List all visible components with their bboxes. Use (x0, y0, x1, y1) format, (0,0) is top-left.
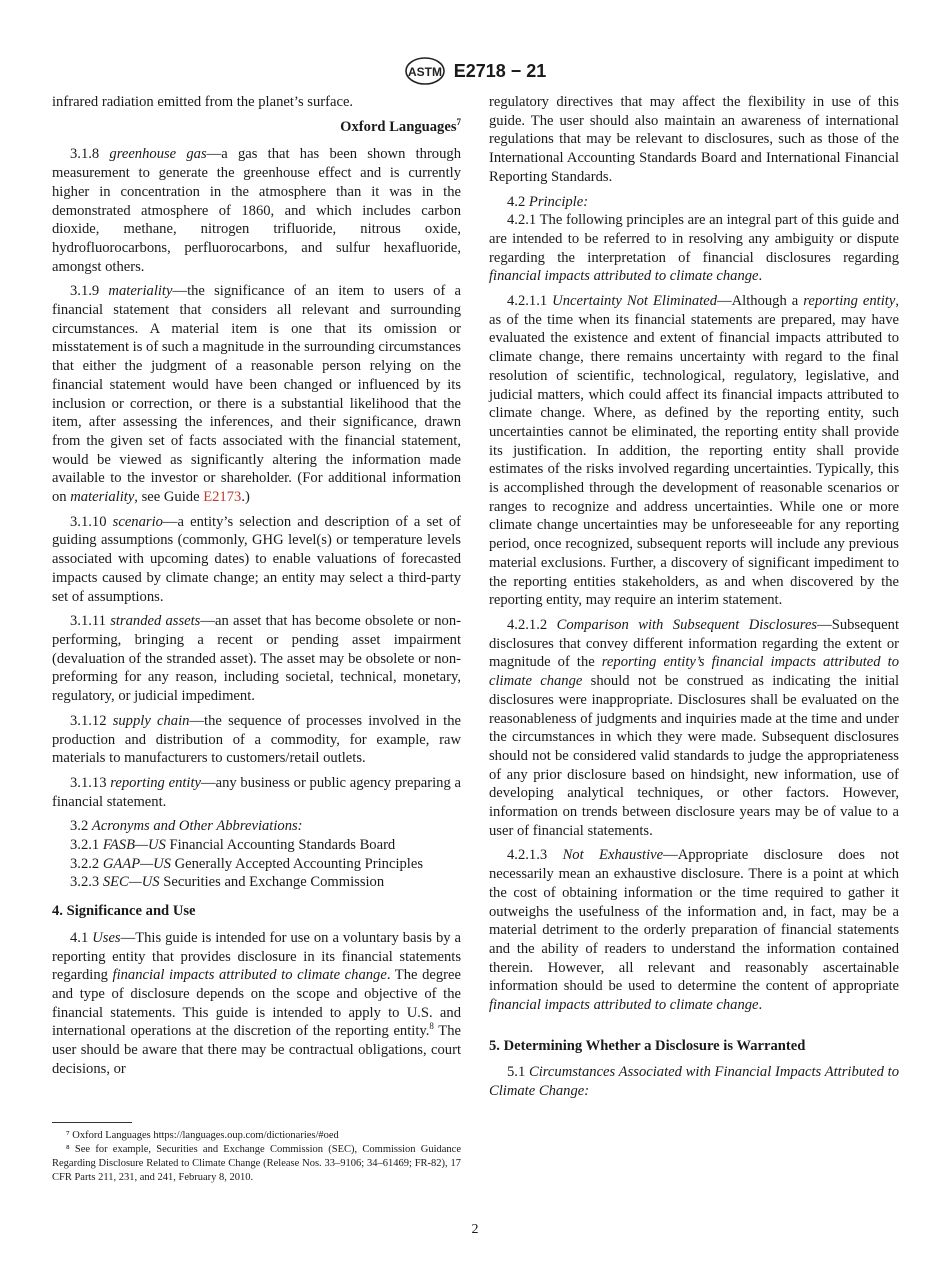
right-column (489, 93, 899, 1107)
section-circumstances: 5.1 Circumstances Associated with Financial Impacts Attributed to Climate Change: (489, 1064, 899, 1100)
definition-supply-chain: 3.1.12 supply chain—the sequence of processes involved in the production and distribution of a commodity, for example, raw materials to manufacturers to customers/retail outlets. (52, 712, 461, 767)
definition-reporting-entity: 3.1.13 reporting entity—any business or public agency preparing a financial statement. (52, 774, 462, 810)
paragraph: regulatory directives that may affect the flexibility in use of this guide. The user should also maintain an awareness of international regulations that may be relevant to disclosures, such as those of the International Accounting Standards Board and International Financial Reporting Standards. (489, 94, 899, 185)
principle-comparison: 4.2.1.2 Comparison with Subsequent Disclosures—Subsequent disclosures that convey different information regarding the extent or magnitude of the reporting entity’s financial impacts attributed to climate change should not be construed as indicating the initial disclosures were inappropriate. Disclosures shall be evaluated on the reasonableness of judgments and inquiries made at the time and under the circumstances in which they were made. Subsequent disclosures should not be considered valid standards to judge the appropriateness of any prior disclosure based on hindsight, new information, use of developing analytical techniques, or other factors. However, information on trends between disclosure years may be of value to a user of financial statements. (489, 616, 899, 839)
astm-logo-icon (404, 56, 446, 86)
footnote-7: ⁷ Oxford Languages https://languages.oup.com/dictionaries/#oed (66, 1130, 339, 1142)
guide-link[interactable]: E2173 (203, 489, 242, 506)
principle-not-exhaustive: 4.2.1.3 Not Exhaustive—Appropriate disclosure does not necessarily mean an exhaustive disclosure. There is a point at which the cost of obtaining information or the time required to gather it outweighs the usefulness of the information and, in fact, may be a material detriment to the orderly preparation of financial statements and the ability of readers to understand the information contained therein. However, all relevant and reasonably ascertainable information should be used to determine the content of appropriate financial impacts attributed to climate change. (489, 847, 900, 1014)
acronym-sec: 3.2.3 SEC—US Securities and Exchange Commission (70, 874, 385, 891)
page-header (0, 56, 950, 86)
section-acronyms: 3.2 Acronyms and Other Abbreviations: (70, 818, 303, 835)
acronym-fasb: 3.2.1 FASB—US Financial Accounting Standards Board (70, 837, 396, 854)
section-principle: 4.2 Principle: (507, 193, 589, 210)
section-heading-4: 4. Significance and Use (52, 903, 196, 920)
principle-intro: 4.2.1 The following principles are an integral part of this guide and are intended to be referred to in resolving any ambiguity or dispute regarding the interpretation of financial disclosures regarding financial impacts attributed to climate change. (489, 212, 899, 285)
footnote-divider (52, 1122, 132, 1123)
svg-text:ASTM: ASTM (407, 65, 442, 79)
definition-greenhouse-gas: 3.1.8 greenhouse gas—a gas that has been shown through measurement to generate the greenhouse effect and is currently higher in concentration in the atmosphere than it was in the demonstrated atmosphere of 1860, and which includes carbon dioxide, methane, nitrogen trifluoride, nitrous oxide, hydrofluorocarbons, perfluorocarbons, and sulfur hexafluoride, amongst others. (52, 146, 461, 275)
section-heading-5: 5. Determining Whether a Disclosure is Warranted (489, 1037, 806, 1054)
definition-scenario: 3.1.10 scenario—a entity’s selection and description of a set of guiding assumptions (commonly, GHG level(s) or temperature levels associated with upcoming dates) to enable valuations of forecasted impacts caused by climate change; an entity may select a third-party set of assumptions. (52, 513, 462, 605)
acronym-gaap: 3.2.2 GAAP—US Generally Accepted Accounting Principles (70, 855, 424, 872)
principle-uncertainty: 4.2.1.1 Uncertainty Not Eliminated—Although a reporting entity, as of the time when its financial statements are prepared, may have evaluated the existence and extent of financial impacts attributed to climate change, there remains uncertainty with regard to the final resolution of scientific, technological, regulatory, legislative, and judicial matters, which could affect its financial impacts attributed to climate change. Where, as defined by the reporting entity, such uncertainties cannot be eliminated, the reporting entity shall provide its justification. In addition, the reporting entity shall provide estimates of the risks involved regarding uncertainties. Typically, this is accomplished through the development of reasonable scenarios or ranges to recognize and address uncertainties. While one or more climate change uncertainties may be unforeseeable for any reporting period, once recognized, subsequent reports will include any previous material exclusions. Further, a discovery of significant impediment to the reporting entities stakeholders, as and when discovered by the reporting entity, may require an interim statement. (489, 293, 899, 609)
left-column (52, 93, 461, 1185)
footnote-8: ⁸ See for example, Securities and Exchange Commission (SEC), Commission Guidance Regarding Disclosure Related to Climate Change (Release Nos. 33–9106; 34–61469; FR-82), 17 CFR Parts 211, 231, and 241, February 8, 2010. (52, 1144, 461, 1184)
definition-stranded-assets: 3.1.11 stranded assets—an asset that has become obsolete or non-performing, bringing a recent or pending asset impairment (devaluation of the stranded asset). The asset may be obsolete or non-preforming for any reason, including societal, technical, monetary, regulatory, or judicial impediment. (52, 613, 462, 705)
paragraph: infrared radiation emitted from the planet’s surface. (52, 94, 354, 110)
page-number: 2 (471, 1222, 479, 1237)
citation-oxford: Oxford Languages$^7$ (340, 116, 461, 135)
section-uses: 4.1 Uses—This guide is intended for use on a voluntary basis by a reporting entity that provides disclosure in its financial statements regarding financial impacts attributed to climate change. The degree and type of disclosure depends on the scope and objective of the financial statements. This guide is intended to apply to U.S. and international operations at the discretion of the reporting entity.$^8$ The user should be aware that there may be contractual obligations, court decisions, or (52, 929, 462, 1077)
standard-designation: E2718 − 21 (453, 60, 547, 81)
definition-materiality: 3.1.9 materiality—the significance of an item to users of a financial statement that considers all relevant and surrounding circumstances. A material item is one that its omission or misstatement is of such a magnitude in the surrounding circumstances that either the judgment of a reasonable person relying on the financial statement would have been changed or influenced by its inclusion or correction, or there is a substantial likelihood that the item, after assessing the inferences, and their significance, drawn from the given set of facts associated with the financial statement, would be viewed as significantly altering the information made available to the investor or shareholder. (For additional information on materiality, see Guide E2173.) (52, 283, 461, 506)
